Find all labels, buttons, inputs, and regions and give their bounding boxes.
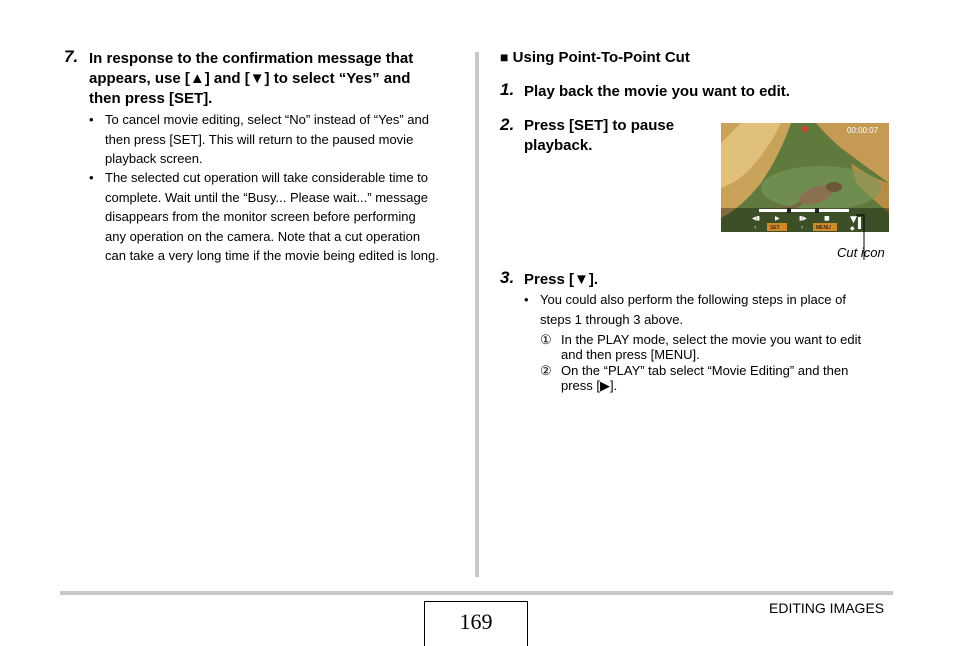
page-number-box bbox=[424, 601, 528, 646]
menu-label: MENU bbox=[816, 225, 831, 231]
section-title: Using Point-To-Point Cut bbox=[512, 49, 690, 66]
column-divider bbox=[475, 52, 479, 577]
note-line: You could also perform the following steps in place of bbox=[540, 292, 846, 307]
step-1-instruction: Play back the movie you want to edit. bbox=[524, 83, 790, 100]
step-3-instruction: Press [▼]. bbox=[524, 271, 599, 288]
svg-text:▶: ▶ bbox=[775, 215, 780, 222]
step-2-number: 2. bbox=[500, 115, 515, 134]
note-line: The selected cut operation will take considerable time to bbox=[105, 170, 429, 185]
step-3-number: 3. bbox=[500, 268, 515, 287]
substep-line: and then press [MENU]. bbox=[561, 347, 700, 362]
note-line: disappears from the monitor screen before performing bbox=[105, 209, 416, 224]
svg-text:◆: ◆ bbox=[850, 225, 855, 232]
note-line: complete. Wait until the “Busy... Please wait...” message bbox=[105, 189, 428, 205]
step-2-instruction bbox=[524, 116, 674, 156]
note-line: steps 1 through 3 above. bbox=[540, 311, 684, 327]
cut-icon-caption: Cut icon bbox=[837, 245, 885, 260]
note-line: then press [SET]. This will return to the paused movie bbox=[105, 131, 414, 147]
step-7-line: then press [SET]. bbox=[89, 90, 213, 107]
bullet-dot: • bbox=[89, 112, 94, 127]
substep-1 bbox=[540, 332, 890, 362]
step-1-number: 1. bbox=[500, 80, 515, 99]
step-3-alternative-note bbox=[524, 290, 894, 329]
svg-text:›: › bbox=[801, 224, 804, 231]
page-number: 169 bbox=[459, 609, 493, 634]
substep-2-marker: ② bbox=[540, 363, 552, 378]
bullet-dot: • bbox=[89, 170, 94, 185]
step-7-line: In response to the confirmation message that bbox=[89, 50, 414, 67]
note-line: any operation on the camera. Note that a cut operation bbox=[105, 228, 421, 244]
substep-line: In the PLAY mode, select the movie you want to edit bbox=[561, 332, 862, 347]
step-2-line: Press [SET] to pause bbox=[524, 117, 675, 134]
note-line: playback screen. bbox=[105, 151, 203, 166]
svg-text:‹: ‹ bbox=[754, 224, 757, 231]
step-7-instruction bbox=[89, 49, 469, 109]
footer-section-name: EDITING IMAGES bbox=[769, 600, 885, 616]
cut-icon: ▼ bbox=[850, 215, 857, 225]
note-cut-time bbox=[89, 168, 474, 266]
footer-rule bbox=[60, 591, 893, 595]
note-line: can take a very long time if the movie being edited is long. bbox=[105, 248, 439, 263]
svg-text:▮▶: ▮▶ bbox=[799, 215, 807, 222]
bullet-dot: • bbox=[524, 292, 529, 307]
substep-line: On the “PLAY” tab select “Movie Editing” and then bbox=[561, 363, 849, 378]
step-7-number: 7. bbox=[64, 47, 79, 66]
section-square-icon: ■ bbox=[500, 49, 509, 65]
substep-line: press [▶]. bbox=[561, 378, 618, 393]
step-7-line: appears, use [▲] and [▼] to select “Yes” and bbox=[89, 70, 411, 87]
section-heading bbox=[500, 49, 690, 66]
note-cancel-editing bbox=[89, 110, 469, 169]
substep-1-marker: ① bbox=[540, 332, 552, 347]
step-2-line: playback. bbox=[524, 137, 593, 154]
note-line: To cancel movie editing, select “No” instead of “Yes” and bbox=[105, 112, 429, 127]
svg-text:◀▮: ◀▮ bbox=[752, 215, 760, 222]
timecode-readout: 00:00:07 bbox=[847, 126, 879, 135]
substep-2 bbox=[540, 363, 890, 393]
set-label: SET bbox=[770, 225, 780, 231]
svg-text:■: ■ bbox=[824, 215, 830, 222]
